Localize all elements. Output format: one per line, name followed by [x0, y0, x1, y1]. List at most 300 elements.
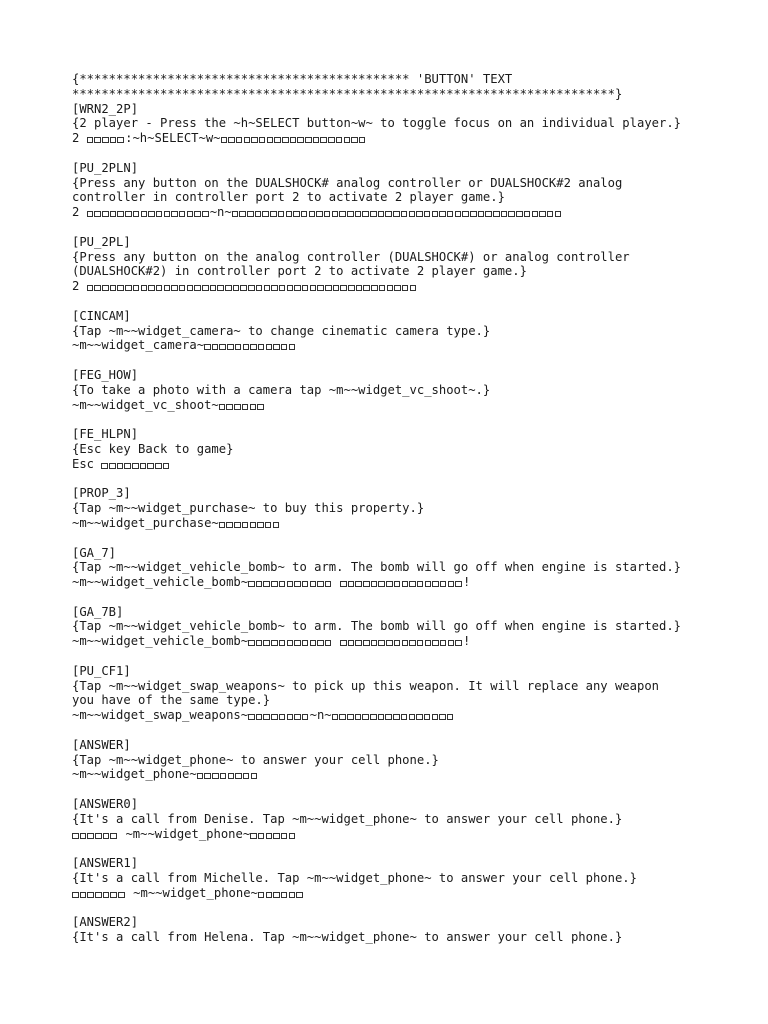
- missing-glyph-icon: [409, 714, 416, 720]
- localized-text: Esc: [72, 456, 102, 471]
- missing-glyph-icon: [232, 211, 239, 217]
- missing-glyph-icon: [281, 892, 288, 898]
- missing-glyph-icon: [279, 714, 286, 720]
- missing-glyph-icon: [394, 285, 401, 291]
- missing-glyph-icon: [448, 640, 455, 646]
- missing-glyph-icon: [301, 211, 308, 217]
- localized-text: [333, 575, 340, 589]
- missing-glyph-icon: [156, 211, 163, 217]
- missing-glyph-icon: [320, 137, 327, 143]
- missing-glyph-icon: [259, 137, 266, 143]
- missing-glyph-icon: [110, 211, 117, 217]
- missing-glyph-icon: [432, 714, 439, 720]
- entry-block: [72, 856, 712, 915]
- missing-glyph-icon: [220, 773, 227, 779]
- missing-glyph-icon: [409, 211, 416, 217]
- entry-spacer: [72, 412, 712, 427]
- missing-glyph-icon: [248, 714, 255, 720]
- missing-glyph-icon: [302, 640, 309, 646]
- entry-text-line: {To take a photo with a camera tap ~m~~widget_vc_shoot~.}: [72, 382, 491, 397]
- missing-glyph-icon: [273, 344, 280, 350]
- missing-glyph-icon: [248, 581, 255, 587]
- missing-glyph-icon: [87, 285, 94, 291]
- missing-glyph-icon: [313, 137, 320, 143]
- missing-glyph-icon: [273, 833, 280, 839]
- entry-text-line: you have of the same type.}: [72, 693, 271, 708]
- missing-glyph-icon: [118, 892, 125, 898]
- missing-glyph-icon: [156, 285, 163, 291]
- entry-spacer: [72, 220, 712, 235]
- missing-glyph-icon: [355, 581, 362, 587]
- missing-glyph-icon: [344, 137, 351, 143]
- missing-glyph-icon: [117, 285, 124, 291]
- localized-text: 2: [72, 279, 87, 294]
- missing-glyph-icon: [148, 285, 155, 291]
- missing-glyph-icon: [410, 285, 417, 291]
- missing-glyph-icon: [212, 344, 219, 350]
- entry-localized-line: [72, 398, 712, 413]
- missing-glyph-icon: [493, 211, 500, 217]
- missing-glyph-icon: [236, 137, 243, 143]
- missing-glyph-icon: [94, 137, 101, 143]
- entry-localized-line: [72, 205, 712, 220]
- entry-spacer: [72, 841, 712, 856]
- missing-glyph-icon: [234, 404, 241, 410]
- missing-glyph-icon: [263, 640, 270, 646]
- missing-glyph-icon: [204, 773, 211, 779]
- entry-key: [GA_7B]: [72, 604, 124, 619]
- missing-glyph-icon: [348, 640, 355, 646]
- missing-glyph-icon: [250, 522, 257, 528]
- missing-glyph-icon: [262, 211, 269, 217]
- localized-text: ~n~: [309, 708, 332, 723]
- missing-glyph-icon: [243, 773, 250, 779]
- missing-glyph-icon: [225, 285, 232, 291]
- missing-glyph-icon: [109, 463, 116, 469]
- missing-glyph-icon: [248, 285, 255, 291]
- missing-glyph-icon: [316, 211, 323, 217]
- missing-glyph-icon: [87, 137, 94, 143]
- missing-glyph-icon: [547, 211, 554, 217]
- entry-spacer: [72, 531, 712, 546]
- missing-glyph-icon: [87, 833, 94, 839]
- missing-glyph-icon: [287, 581, 294, 587]
- missing-glyph-icon: [333, 285, 340, 291]
- missing-glyph-icon: [243, 344, 250, 350]
- entry-text-line: {Press any button on the analog controller (DUALSHOCK#) or analog controller: [72, 249, 630, 264]
- missing-glyph-icon: [258, 892, 265, 898]
- missing-glyph-icon: [102, 285, 109, 291]
- entry-text-line: {2 player - Press the ~h~SELECT button~w~ to toggle focus on an individual player.}: [72, 116, 682, 131]
- localized-text: !: [463, 634, 471, 649]
- entry-text-line: {Tap ~m~~widget_purchase~ to buy this property.}: [72, 501, 425, 516]
- missing-glyph-icon: [351, 137, 358, 143]
- entry-spacer: [72, 590, 712, 605]
- missing-glyph-icon: [141, 211, 148, 217]
- missing-glyph-icon: [187, 211, 194, 217]
- missing-glyph-icon: [310, 581, 317, 587]
- missing-glyph-icon: [228, 773, 235, 779]
- missing-glyph-icon: [226, 522, 233, 528]
- missing-glyph-icon: [287, 714, 294, 720]
- missing-glyph-icon: [401, 211, 408, 217]
- localized-text: 2: [72, 205, 87, 220]
- entry-block: [72, 102, 712, 161]
- missing-glyph-icon: [87, 211, 94, 217]
- missing-glyph-icon: [242, 522, 249, 528]
- missing-glyph-icon: [117, 463, 124, 469]
- missing-glyph-icon: [310, 285, 317, 291]
- missing-glyph-icon: [234, 522, 241, 528]
- missing-glyph-icon: [258, 344, 265, 350]
- localized-text: ~m~~widget_phone~: [72, 767, 197, 782]
- entry-spacer: [72, 353, 712, 368]
- missing-glyph-icon: [348, 285, 355, 291]
- entry-localized-line: [72, 634, 712, 649]
- missing-glyph-icon: [332, 714, 339, 720]
- missing-glyph-icon: [508, 211, 515, 217]
- missing-glyph-icon: [242, 404, 249, 410]
- missing-glyph-icon: [317, 581, 324, 587]
- missing-glyph-icon: [302, 714, 309, 720]
- missing-glyph-icon: [294, 581, 301, 587]
- localized-text: ~m~~widget_purchase~: [72, 515, 219, 530]
- missing-glyph-icon: [80, 892, 87, 898]
- missing-glyph-icon: [94, 285, 101, 291]
- missing-glyph-icon: [324, 211, 331, 217]
- missing-glyph-icon: [124, 463, 131, 469]
- localized-text: [333, 634, 340, 648]
- missing-glyph-icon: [219, 344, 226, 350]
- missing-glyph-icon: [103, 892, 110, 898]
- missing-glyph-icon: [179, 211, 186, 217]
- missing-glyph-icon: [133, 285, 140, 291]
- missing-glyph-icon: [416, 714, 423, 720]
- missing-glyph-icon: [271, 640, 278, 646]
- entry-text-line: {Tap ~m~~widget_swap_weapons~ to pick up this weapon. It will replace any weapon: [72, 678, 659, 693]
- missing-glyph-icon: [117, 137, 124, 143]
- missing-glyph-icon: [424, 211, 431, 217]
- localized-text: ~n~: [209, 205, 232, 220]
- missing-glyph-icon: [228, 137, 235, 143]
- missing-glyph-icon: [286, 211, 293, 217]
- missing-glyph-icon: [432, 640, 439, 646]
- missing-glyph-icon: [393, 714, 400, 720]
- missing-glyph-icon: [332, 211, 339, 217]
- missing-glyph-icon: [171, 285, 178, 291]
- missing-glyph-icon: [386, 640, 393, 646]
- missing-glyph-icon: [378, 211, 385, 217]
- entry-text-line: {Press any button on the DUALSHOCK# analog controller or DUALSHOCK#2 analog: [72, 175, 623, 190]
- localized-text: !: [463, 575, 471, 590]
- missing-glyph-icon: [297, 137, 304, 143]
- missing-glyph-icon: [310, 640, 317, 646]
- missing-glyph-icon: [317, 640, 324, 646]
- entry-text-line: {Esc key Back to game}: [72, 441, 234, 456]
- missing-glyph-icon: [402, 581, 409, 587]
- entry-spacer: [72, 649, 712, 664]
- missing-glyph-icon: [194, 285, 201, 291]
- missing-glyph-icon: [279, 581, 286, 587]
- entry-text-line: {It's a call from Helena. Tap ~m~~widget_phone~ to answer your cell phone.}: [72, 930, 623, 945]
- entry-localized-line: [72, 827, 712, 842]
- missing-glyph-icon: [293, 211, 300, 217]
- missing-glyph-icon: [325, 581, 332, 587]
- missing-glyph-icon: [264, 285, 271, 291]
- missing-glyph-icon: [110, 892, 117, 898]
- entry-localized-line: [72, 279, 712, 294]
- missing-glyph-icon: [289, 344, 296, 350]
- missing-glyph-icon: [244, 137, 251, 143]
- entry-localized-line: [72, 767, 712, 782]
- entry-key: [ANSWER1]: [72, 856, 139, 871]
- missing-glyph-icon: [278, 211, 285, 217]
- missing-glyph-icon: [256, 285, 263, 291]
- missing-glyph-icon: [371, 640, 378, 646]
- missing-glyph-icon: [371, 581, 378, 587]
- missing-glyph-icon: [210, 285, 217, 291]
- missing-glyph-icon: [147, 463, 154, 469]
- entry-key: [CINCAM]: [72, 308, 131, 323]
- missing-glyph-icon: [125, 211, 132, 217]
- missing-glyph-icon: [240, 285, 247, 291]
- missing-glyph-icon: [251, 137, 258, 143]
- entry-spacer: [72, 723, 712, 738]
- missing-glyph-icon: [263, 581, 270, 587]
- missing-glyph-icon: [401, 714, 408, 720]
- entry-key: [WRN2_2P]: [72, 101, 139, 116]
- missing-glyph-icon: [235, 344, 242, 350]
- missing-glyph-icon: [282, 137, 289, 143]
- missing-glyph-icon: [425, 581, 432, 587]
- missing-glyph-icon: [227, 344, 234, 350]
- entry-localized-line: [72, 457, 712, 472]
- missing-glyph-icon: [273, 522, 280, 528]
- missing-glyph-icon: [103, 833, 110, 839]
- missing-glyph-icon: [294, 640, 301, 646]
- missing-glyph-icon: [271, 581, 278, 587]
- header-line-2: **************************************************************************}: [72, 86, 623, 101]
- missing-glyph-icon: [250, 344, 257, 350]
- missing-glyph-icon: [141, 285, 148, 291]
- missing-glyph-icon: [202, 211, 209, 217]
- missing-glyph-icon: [95, 833, 102, 839]
- missing-glyph-icon: [110, 137, 117, 143]
- missing-glyph-icon: [80, 833, 87, 839]
- entry-key: [FEG_HOW]: [72, 367, 139, 382]
- missing-glyph-icon: [393, 211, 400, 217]
- missing-glyph-icon: [290, 137, 297, 143]
- entry-spacer: [72, 294, 712, 309]
- localized-text: ~m~~widget_phone~: [118, 826, 251, 841]
- missing-glyph-icon: [417, 640, 424, 646]
- entry-block: [72, 664, 712, 738]
- missing-glyph-icon: [256, 640, 263, 646]
- missing-glyph-icon: [271, 714, 278, 720]
- entry-localized-line: [72, 516, 712, 531]
- missing-glyph-icon: [340, 285, 347, 291]
- entry-block: [72, 915, 712, 945]
- localized-text: ~m~~widget_vehicle_bomb~: [72, 575, 249, 590]
- missing-glyph-icon: [72, 833, 79, 839]
- missing-glyph-icon: [247, 211, 254, 217]
- missing-glyph-icon: [294, 714, 301, 720]
- missing-glyph-icon: [305, 137, 312, 143]
- entry-text-line: (DUALSHOCK#2) in controller port 2 to activate 2 player game.}: [72, 264, 527, 279]
- entry-block: [72, 605, 712, 664]
- missing-glyph-icon: [148, 211, 155, 217]
- entry-text-line: {Tap ~m~~widget_phone~ to answer your cell phone.}: [72, 752, 439, 767]
- missing-glyph-icon: [94, 211, 101, 217]
- missing-glyph-icon: [379, 285, 386, 291]
- missing-glyph-icon: [328, 137, 335, 143]
- entry-localized-line: [72, 131, 712, 146]
- missing-glyph-icon: [378, 581, 385, 587]
- missing-glyph-icon: [470, 211, 477, 217]
- entry-block: [72, 235, 712, 309]
- missing-glyph-icon: [102, 137, 109, 143]
- missing-glyph-icon: [125, 285, 132, 291]
- missing-glyph-icon: [355, 714, 362, 720]
- missing-glyph-icon: [355, 640, 362, 646]
- entry-block: [72, 486, 712, 545]
- missing-glyph-icon: [281, 344, 288, 350]
- missing-glyph-icon: [287, 285, 294, 291]
- missing-glyph-icon: [387, 285, 394, 291]
- missing-glyph-icon: [102, 211, 109, 217]
- missing-glyph-icon: [266, 892, 273, 898]
- missing-glyph-icon: [317, 285, 324, 291]
- missing-glyph-icon: [266, 833, 273, 839]
- missing-glyph-icon: [274, 137, 281, 143]
- missing-glyph-icon: [432, 581, 439, 587]
- missing-glyph-icon: [356, 285, 363, 291]
- missing-glyph-icon: [394, 581, 401, 587]
- missing-glyph-icon: [501, 211, 508, 217]
- entry-text-line: {Tap ~m~~widget_vehicle_bomb~ to arm. The bomb will go off when engine is started.}: [72, 619, 682, 634]
- missing-glyph-icon: [462, 211, 469, 217]
- missing-glyph-icon: [279, 640, 286, 646]
- entry-localized-line: [72, 708, 712, 723]
- missing-glyph-icon: [386, 581, 393, 587]
- missing-glyph-icon: [302, 581, 309, 587]
- missing-glyph-icon: [265, 522, 272, 528]
- entry-block: [72, 309, 712, 368]
- missing-glyph-icon: [539, 211, 546, 217]
- missing-glyph-icon: [402, 285, 409, 291]
- entry-key: [PROP_3]: [72, 486, 131, 501]
- entry-key: [ANSWER]: [72, 737, 131, 752]
- missing-glyph-icon: [179, 285, 186, 291]
- missing-glyph-icon: [281, 833, 288, 839]
- missing-glyph-icon: [516, 211, 523, 217]
- missing-glyph-icon: [524, 211, 531, 217]
- entry-text-line: {Tap ~m~~widget_camera~ to change cinematic camera type.}: [72, 323, 491, 338]
- missing-glyph-icon: [171, 211, 178, 217]
- missing-glyph-icon: [250, 833, 257, 839]
- missing-glyph-icon: [478, 211, 485, 217]
- missing-glyph-icon: [256, 581, 263, 587]
- missing-glyph-icon: [251, 773, 258, 779]
- missing-glyph-icon: [255, 211, 262, 217]
- entry-key: [GA_7]: [72, 545, 117, 560]
- missing-glyph-icon: [289, 892, 296, 898]
- entry-key: [PU_CF1]: [72, 663, 131, 678]
- missing-glyph-icon: [309, 211, 316, 217]
- missing-glyph-icon: [194, 211, 201, 217]
- missing-glyph-icon: [439, 211, 446, 217]
- missing-glyph-icon: [72, 892, 79, 898]
- missing-glyph-icon: [455, 581, 462, 587]
- entries-list: [72, 102, 712, 945]
- missing-glyph-icon: [110, 285, 117, 291]
- entry-spacer: [72, 782, 712, 797]
- missing-glyph-icon: [555, 211, 562, 217]
- missing-glyph-icon: [140, 463, 147, 469]
- missing-glyph-icon: [455, 211, 462, 217]
- missing-glyph-icon: [378, 640, 385, 646]
- missing-glyph-icon: [425, 640, 432, 646]
- entry-localized-line: [72, 886, 712, 901]
- missing-glyph-icon: [257, 522, 264, 528]
- missing-glyph-icon: [363, 285, 370, 291]
- missing-glyph-icon: [287, 640, 294, 646]
- missing-glyph-icon: [340, 640, 347, 646]
- missing-glyph-icon: [155, 463, 162, 469]
- missing-glyph-icon: [325, 640, 332, 646]
- entry-text-line: controller in controller port 2 to activate 2 player game.}: [72, 190, 505, 205]
- missing-glyph-icon: [212, 773, 219, 779]
- missing-glyph-icon: [302, 285, 309, 291]
- entry-text-line: {It's a call from Denise. Tap ~m~~widget_phone~ to answer your cell phone.}: [72, 811, 623, 826]
- missing-glyph-icon: [248, 640, 255, 646]
- localized-text: :~h~SELECT~w~: [125, 131, 221, 146]
- missing-glyph-icon: [219, 522, 226, 528]
- missing-glyph-icon: [263, 714, 270, 720]
- missing-glyph-icon: [266, 344, 273, 350]
- missing-glyph-icon: [233, 285, 240, 291]
- missing-glyph-icon: [455, 640, 462, 646]
- missing-glyph-icon: [402, 640, 409, 646]
- missing-glyph-icon: [294, 285, 301, 291]
- missing-glyph-icon: [279, 285, 286, 291]
- missing-glyph-icon: [447, 714, 454, 720]
- entry-block: [72, 427, 712, 486]
- missing-glyph-icon: [273, 892, 280, 898]
- missing-glyph-icon: [362, 714, 369, 720]
- missing-glyph-icon: [271, 285, 278, 291]
- missing-glyph-icon: [164, 211, 171, 217]
- missing-glyph-icon: [440, 640, 447, 646]
- missing-glyph-icon: [133, 211, 140, 217]
- missing-glyph-icon: [363, 640, 370, 646]
- missing-glyph-icon: [110, 833, 117, 839]
- missing-glyph-icon: [339, 211, 346, 217]
- entry-spacer: [72, 901, 712, 916]
- header-line-1: {********************************************* 'BUTTON' TEXT: [72, 72, 513, 86]
- localized-text: ~m~~widget_camera~: [72, 338, 205, 353]
- missing-glyph-icon: [164, 285, 171, 291]
- entry-localized-line: [72, 575, 712, 590]
- missing-glyph-icon: [258, 833, 265, 839]
- missing-glyph-icon: [250, 404, 257, 410]
- missing-glyph-icon: [270, 211, 277, 217]
- missing-glyph-icon: [101, 463, 108, 469]
- missing-glyph-icon: [336, 137, 343, 143]
- missing-glyph-icon: [95, 892, 102, 898]
- missing-glyph-icon: [371, 285, 378, 291]
- missing-glyph-icon: [348, 581, 355, 587]
